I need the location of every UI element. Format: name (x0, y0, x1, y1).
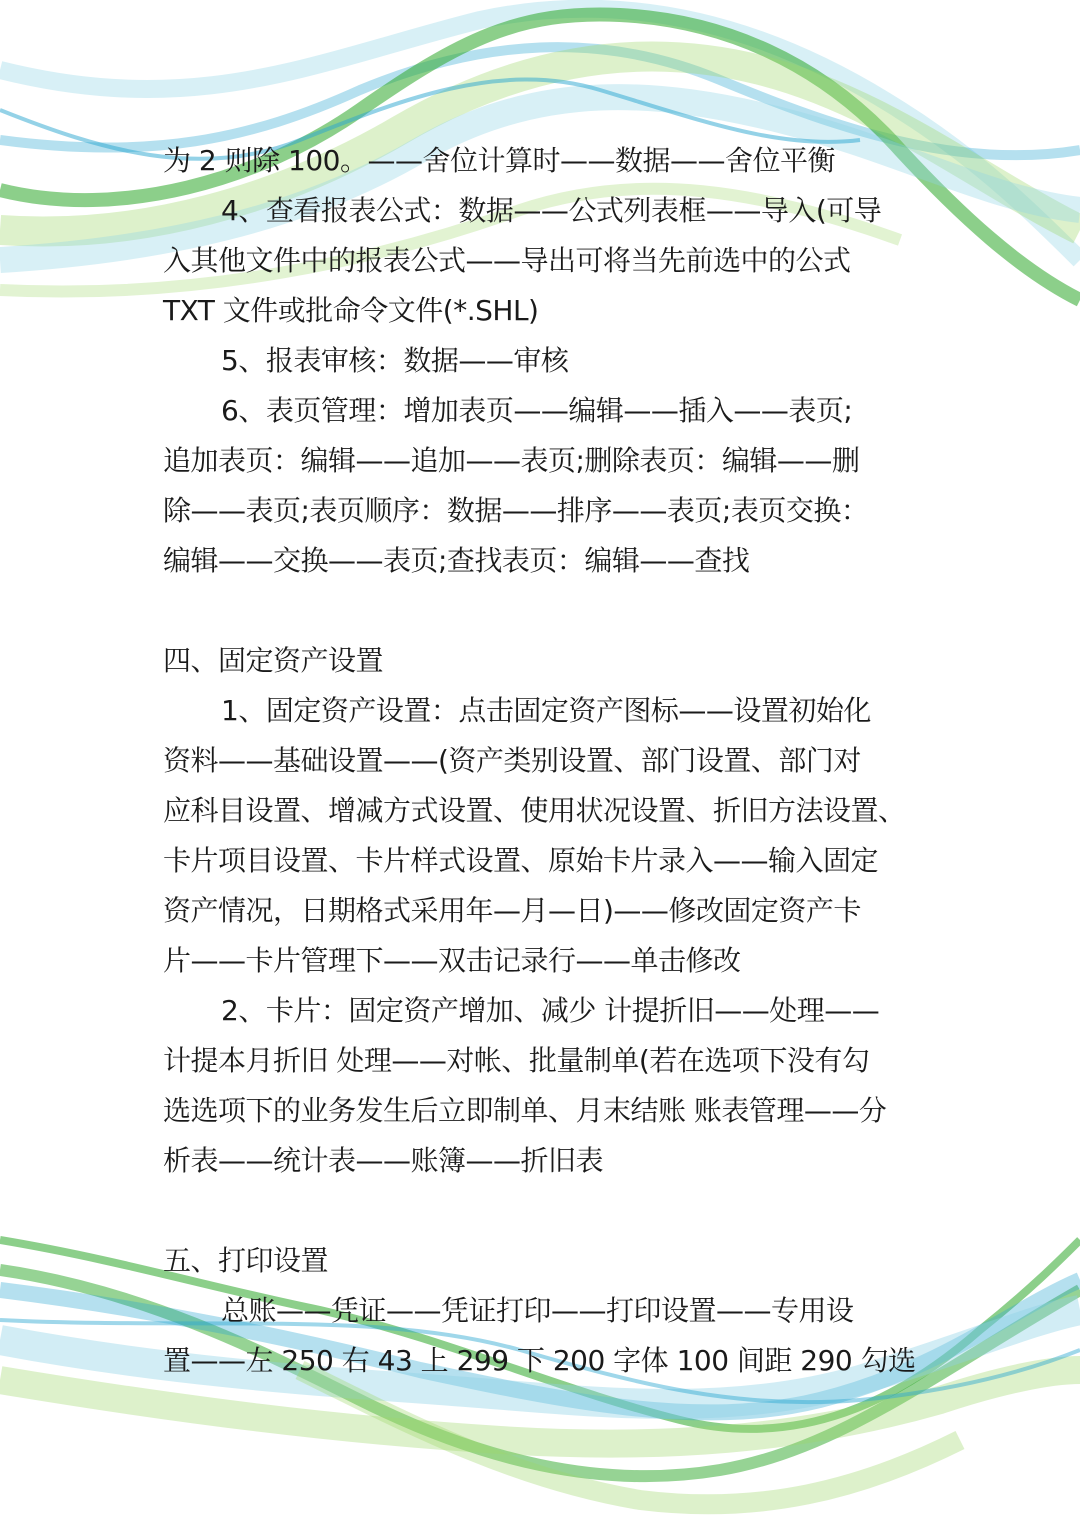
section-fixed-assets (163, 636, 923, 1186)
paragraph-rounding (163, 136, 923, 186)
paragraph-fixed-asset-setup (163, 686, 923, 986)
paragraph-report-audit (163, 336, 923, 386)
text-line: 置——左 250 右 43 上 299 下 200 字体 100 间距 290 勾选 (163, 1344, 916, 1377)
text-line: 4、查看报表公式：数据——公式列表框——导入(可导 (221, 194, 882, 227)
text-line: 总账——凭证——凭证打印——打印设置——专用设 (221, 1294, 854, 1327)
paragraph-view-formulas (163, 186, 923, 336)
section-print-settings (163, 1236, 923, 1386)
document-body (163, 136, 923, 1386)
text-line: 入其他文件中的报表公式——导出可将当先前选中的公式 (163, 244, 851, 277)
paragraph-print-setup (163, 1286, 923, 1386)
text-line: 追加表页：编辑——追加——表页;删除表页：编辑——删 (163, 444, 860, 477)
text-line: 卡片项目设置、卡片样式设置、原始卡片录入——输入固定 (163, 844, 879, 877)
text-line: 2、卡片：固定资产增加、减少 计提折旧——处理—— (221, 994, 880, 1027)
text-line: 选选项下的业务发生后立即制单、月末结账 账表管理——分 (163, 1094, 887, 1127)
paragraph-sheet-management (163, 386, 923, 586)
text-line: TXT 文件或批命令文件(*.SHL) (163, 294, 539, 327)
section-heading: 四、固定资产设置 (163, 644, 384, 677)
text-line: 片——卡片管理下——双击记录行——单击修改 (163, 944, 741, 977)
paragraph-cards (163, 986, 923, 1186)
text-line: 编辑——交换——表页;查找表页：编辑——查找 (163, 544, 750, 577)
text-line: 资料——基础设置——(资产类别设置、部门设置、部门对 (163, 744, 861, 777)
section-heading: 五、打印设置 (163, 1244, 329, 1277)
text-line: 5、报表审核：数据——审核 (221, 344, 569, 377)
text-line: 除——表页;表页顺序：数据——排序——表页;表页交换： (163, 494, 869, 527)
text-line: 6、表页管理：增加表页——编辑——插入——表页; (221, 394, 853, 427)
continuation-section (163, 136, 923, 586)
text-line: 1、固定资产设置：点击固定资产图标——设置初始化 (221, 694, 871, 727)
text-line: 为 2 则除 100。——舍位计算时——数据——舍位平衡 (163, 144, 835, 177)
text-line: 应科目设置、增减方式设置、使用状况设置、折旧方法设置、 (163, 794, 906, 827)
text-line: 析表——统计表——账簿——折旧表 (163, 1144, 604, 1177)
text-line: 计提本月折旧 处理——对帐、批量制单(若在选项下没有勾 (163, 1044, 870, 1077)
text-line: 资产情况，日期格式采用年—月—日)——修改固定资产卡 (163, 894, 861, 927)
